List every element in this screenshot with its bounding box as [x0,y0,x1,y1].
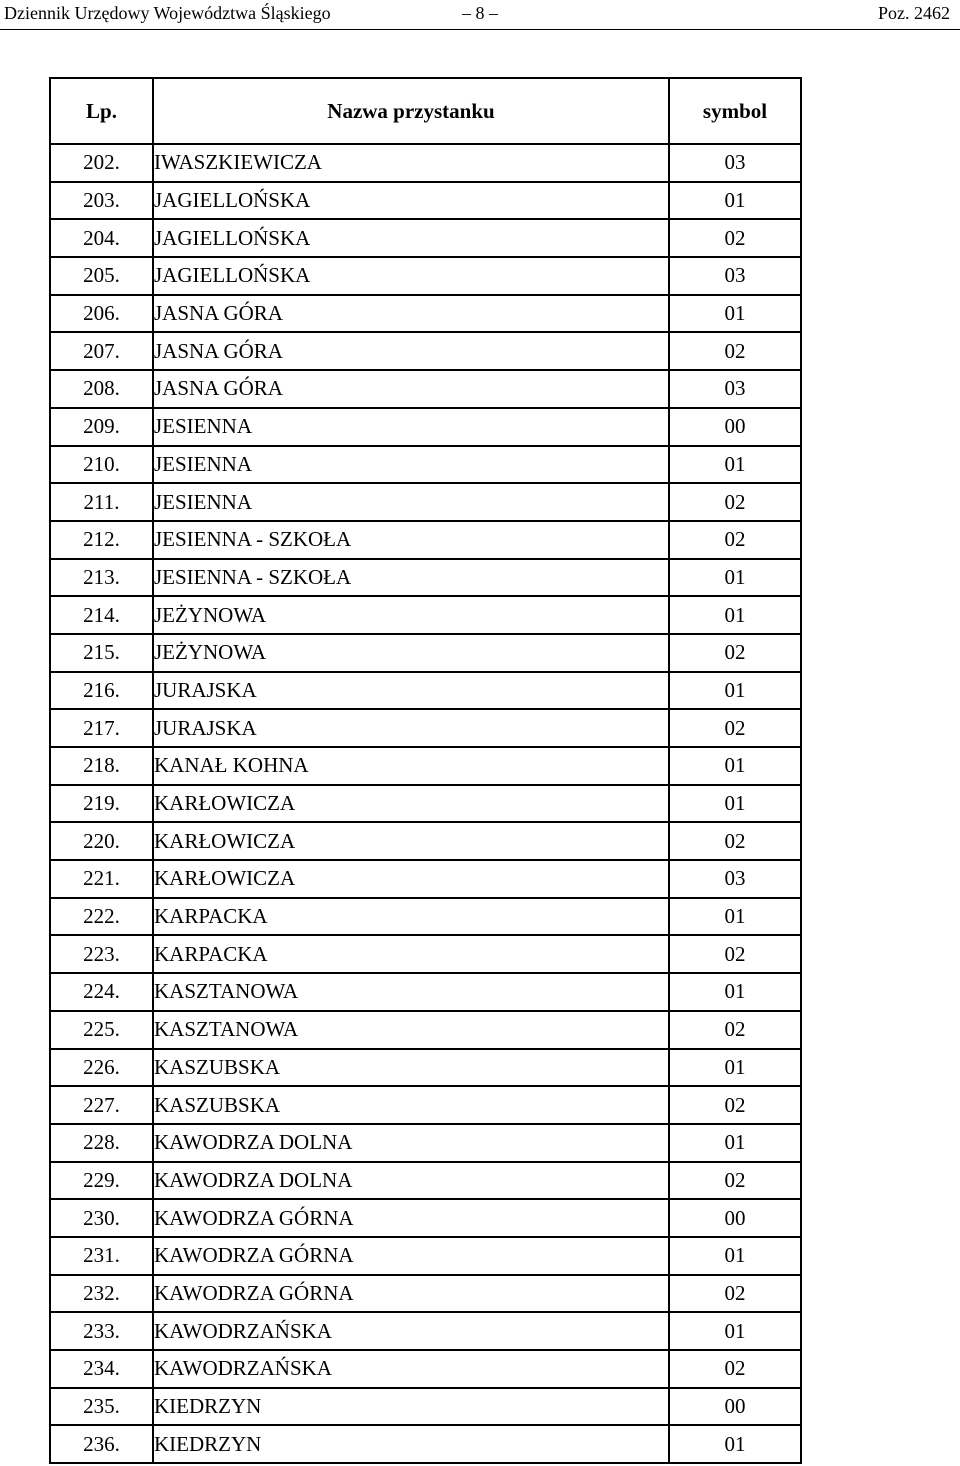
stop-name: JURAJSKA [153,709,669,747]
row-number: 222. [50,898,153,936]
stop-symbol: 01 [669,973,801,1011]
stop-name: JURAJSKA [153,672,669,710]
table-row [50,219,801,257]
stop-name: JASNA GÓRA [153,295,669,333]
row-number: 213. [50,559,153,597]
row-number: 230. [50,1199,153,1237]
stop-symbol: 02 [669,935,801,973]
stop-symbol: 02 [669,822,801,860]
stop-name: KAWODRZA GÓRNA [153,1237,669,1275]
stop-symbol: 02 [669,521,801,559]
stop-symbol: 01 [669,785,801,823]
table-row [50,370,801,408]
header-divider [0,29,960,30]
stop-name: KASZTANOWA [153,973,669,1011]
stop-symbol: 02 [669,709,801,747]
stop-symbol: 01 [669,1124,801,1162]
table-row [50,295,801,333]
stop-name: KARŁOWICZA [153,822,669,860]
stop-name: JEŻYNOWA [153,596,669,634]
stop-symbol: 00 [669,1199,801,1237]
row-number: 214. [50,596,153,634]
stop-name: JESIENNA - SZKOŁA [153,521,669,559]
row-number: 204. [50,219,153,257]
stop-name: KIEDRZYN [153,1425,669,1463]
stop-symbol: 00 [669,1388,801,1426]
table-row [50,144,801,182]
table-row [50,1350,801,1388]
stop-symbol: 01 [669,1425,801,1463]
table-row [50,747,801,785]
stop-name: KANAŁ KOHNA [153,747,669,785]
stop-symbol: 01 [669,446,801,484]
stop-name: JESIENNA [153,446,669,484]
row-number: 234. [50,1350,153,1388]
row-number: 228. [50,1124,153,1162]
row-number: 223. [50,935,153,973]
stop-symbol: 01 [669,295,801,333]
row-number: 217. [50,709,153,747]
row-number: 207. [50,332,153,370]
table-row [50,1388,801,1426]
stop-symbol: 01 [669,182,801,220]
row-number: 208. [50,370,153,408]
table-row [50,182,801,220]
stop-symbol: 01 [669,1049,801,1087]
table-row [50,596,801,634]
stop-symbol: 02 [669,1162,801,1200]
table-row [50,709,801,747]
stop-symbol: 03 [669,370,801,408]
stop-name: KARŁOWICZA [153,860,669,898]
stop-name: KAWODRZA DOLNA [153,1162,669,1200]
stop-name: JASNA GÓRA [153,332,669,370]
stop-name: JASNA GÓRA [153,370,669,408]
stop-symbol: 02 [669,1011,801,1049]
stop-symbol: 02 [669,483,801,521]
stop-name: KASZUBSKA [153,1049,669,1087]
row-number: 232. [50,1275,153,1313]
table-row [50,483,801,521]
stop-name: KASZTANOWA [153,1011,669,1049]
stop-name: JESIENNA [153,483,669,521]
row-number: 236. [50,1425,153,1463]
stop-name: JAGIELLOŃSKA [153,182,669,220]
journal-title: Dziennik Urzędowy Województwa Śląskiego [4,3,331,23]
row-number: 220. [50,822,153,860]
table-row [50,898,801,936]
column-header-symbol: symbol [669,78,801,144]
stop-name: KAWODRZA DOLNA [153,1124,669,1162]
table-row [50,634,801,672]
row-number: 218. [50,747,153,785]
stop-name: KARPACKA [153,935,669,973]
table-row [50,1124,801,1162]
table-header-row [50,78,801,144]
stop-symbol: 01 [669,559,801,597]
table-row [50,1199,801,1237]
row-number: 219. [50,785,153,823]
stop-name: JAGIELLOŃSKA [153,219,669,257]
table-row [50,446,801,484]
page-number-text: – 8 – [462,3,498,23]
stop-name: KASZUBSKA [153,1086,669,1124]
stop-name: KAWODRZAŃSKA [153,1350,669,1388]
row-number: 224. [50,973,153,1011]
table-row [50,1086,801,1124]
stop-symbol: 01 [669,1237,801,1275]
row-number: 231. [50,1237,153,1275]
stop-name: KIEDRZYN [153,1388,669,1426]
stop-name: JEŻYNOWA [153,634,669,672]
table-row [50,860,801,898]
stop-symbol: 02 [669,634,801,672]
table-row [50,935,801,973]
position-number: Poz. 2462 [878,3,950,23]
stops-table [49,77,802,1464]
table-row [50,1312,801,1350]
table-row [50,257,801,295]
table-row [50,408,801,446]
table-row [50,1049,801,1087]
row-number: 229. [50,1162,153,1200]
table-row [50,559,801,597]
row-number: 225. [50,1011,153,1049]
stop-symbol: 00 [669,408,801,446]
stop-name: KARŁOWICZA [153,785,669,823]
table-row [50,1162,801,1200]
column-header-name: Nazwa przystanku [153,78,669,144]
row-number: 227. [50,1086,153,1124]
row-number: 212. [50,521,153,559]
stop-symbol: 02 [669,332,801,370]
row-number: 209. [50,408,153,446]
stop-name: IWASZKIEWICZA [153,144,669,182]
row-number: 210. [50,446,153,484]
row-number: 235. [50,1388,153,1426]
stop-symbol: 03 [669,257,801,295]
table-body [50,144,801,1463]
row-number: 215. [50,634,153,672]
stop-name: KARPACKA [153,898,669,936]
row-number: 233. [50,1312,153,1350]
stop-name: JESIENNA - SZKOŁA [153,559,669,597]
row-number: 226. [50,1049,153,1087]
row-number: 202. [50,144,153,182]
table-row [50,822,801,860]
row-number: 203. [50,182,153,220]
stop-symbol: 03 [669,144,801,182]
stop-symbol: 01 [669,898,801,936]
row-number: 206. [50,295,153,333]
stop-symbol: 01 [669,1312,801,1350]
stop-name: JESIENNA [153,408,669,446]
row-number: 205. [50,257,153,295]
table-row [50,1275,801,1313]
stop-name: KAWODRZA GÓRNA [153,1199,669,1237]
table-row [50,1011,801,1049]
table-row [50,672,801,710]
stop-symbol: 03 [669,860,801,898]
table-row [50,1237,801,1275]
table-row [50,973,801,1011]
table-row [50,332,801,370]
stop-name: KAWODRZAŃSKA [153,1312,669,1350]
stop-symbol: 01 [669,596,801,634]
stop-symbol: 02 [669,1086,801,1124]
stop-symbol: 02 [669,219,801,257]
table-row [50,1425,801,1463]
table-row [50,785,801,823]
stop-symbol: 01 [669,747,801,785]
row-number: 216. [50,672,153,710]
table-row [50,521,801,559]
page-header [0,0,960,30]
stop-symbol: 01 [669,672,801,710]
stop-symbol: 02 [669,1275,801,1313]
stop-name: JAGIELLOŃSKA [153,257,669,295]
stop-name: KAWODRZA GÓRNA [153,1275,669,1313]
column-header-lp: Lp. [50,78,153,144]
stop-symbol: 02 [669,1350,801,1388]
row-number: 211. [50,483,153,521]
row-number: 221. [50,860,153,898]
